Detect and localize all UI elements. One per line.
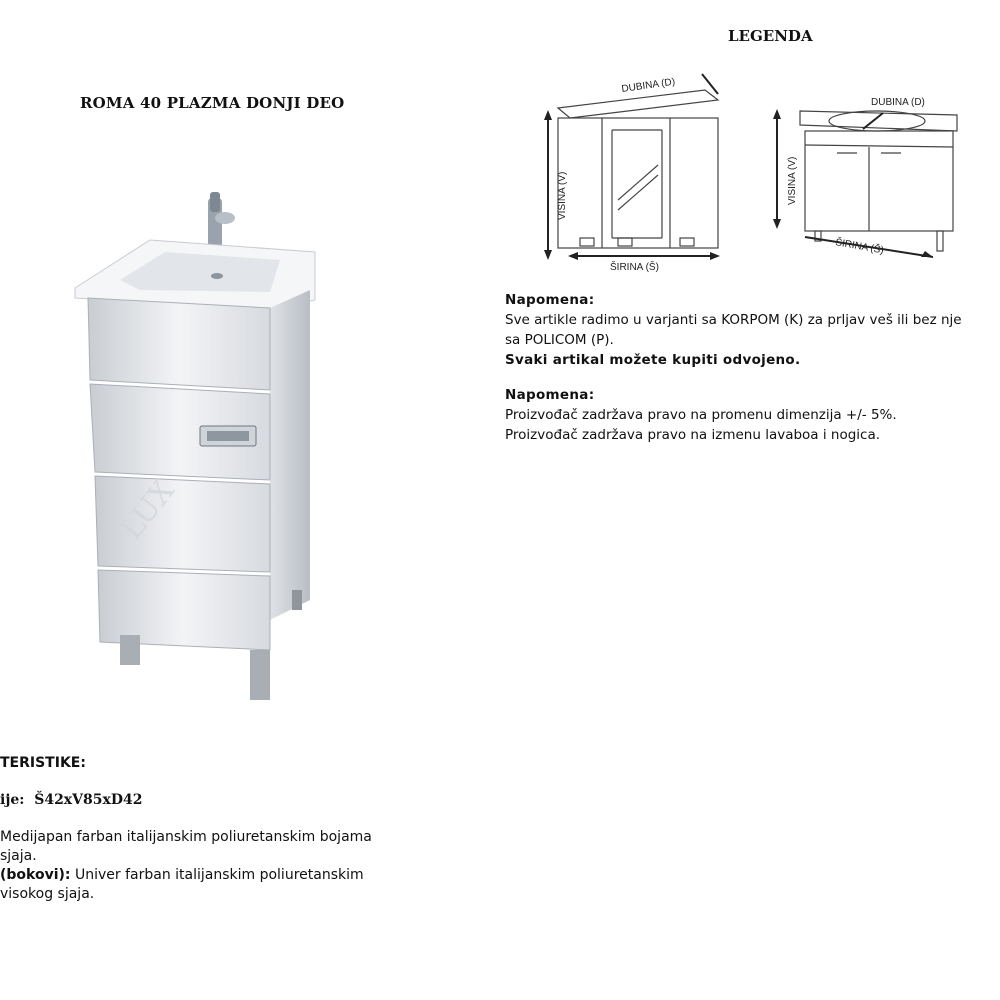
spec-front-line1: Medijapan farban italijanskim poliuretanskim bojama xyxy=(0,829,372,845)
drawer-handle xyxy=(200,426,256,446)
note-text: Proizvođač zadržava pravo na izmenu lavaboa i nogica. xyxy=(505,427,881,443)
spec-front xyxy=(0,828,372,866)
note-heading: Napomena: xyxy=(505,387,595,403)
legend-title: LEGENDA xyxy=(728,27,813,45)
width-label-2: ŠIRINA (Š) xyxy=(834,237,885,257)
product-title: ROMA 40 PLAZMA DONJI DEO xyxy=(80,94,345,112)
note-text: Sve artikle radimo u varjanti sa KORPOM (K) za prljav veš ili bez nje xyxy=(505,312,962,328)
product-photo xyxy=(60,180,350,710)
note-text: Proizvođač zadržava pravo na promenu dimenzija +/- 5%. xyxy=(505,407,897,423)
cabinet-side xyxy=(270,290,310,620)
note-text: sa POLICOM (P). xyxy=(505,332,614,348)
lux-watermark-text: LUX xyxy=(114,473,182,547)
faucet xyxy=(208,192,235,248)
cabinet-front xyxy=(88,298,270,650)
spec-heading: TERISTIKE: xyxy=(0,755,86,771)
legend-diagram-base-cabinet xyxy=(765,85,995,270)
spec-dims-label: ije: xyxy=(0,792,25,808)
spec-sides-label: (bokovi): xyxy=(0,867,71,883)
note-text-bold: Svaki artikal možete kupiti odvojeno. xyxy=(505,352,801,368)
note-heading: Napomena: xyxy=(505,292,595,308)
spec-sides-text: Univer farban italijanskim poliuretanskim xyxy=(74,867,364,883)
depth-label: DUBINA (D) xyxy=(620,76,676,95)
depth-label-2: DUBINA (D) xyxy=(871,97,925,108)
height-label-2: VISINA (V) xyxy=(787,156,798,205)
note-block-1 xyxy=(505,290,1000,370)
spec-front-line2: sjaja. xyxy=(0,848,37,864)
width-label: ŠIRINA (Š) xyxy=(610,262,659,273)
height-label: VISINA (V) xyxy=(557,171,568,220)
spec-sides-line2: visokog sjaja. xyxy=(0,886,95,902)
note-block-2 xyxy=(505,385,1000,445)
spec-dimensions xyxy=(0,792,142,808)
spec-dims-value: Š42xV85xD42 xyxy=(34,792,143,808)
legend-diagram-mirror-cabinet xyxy=(520,60,740,290)
spec-sides xyxy=(0,866,364,904)
